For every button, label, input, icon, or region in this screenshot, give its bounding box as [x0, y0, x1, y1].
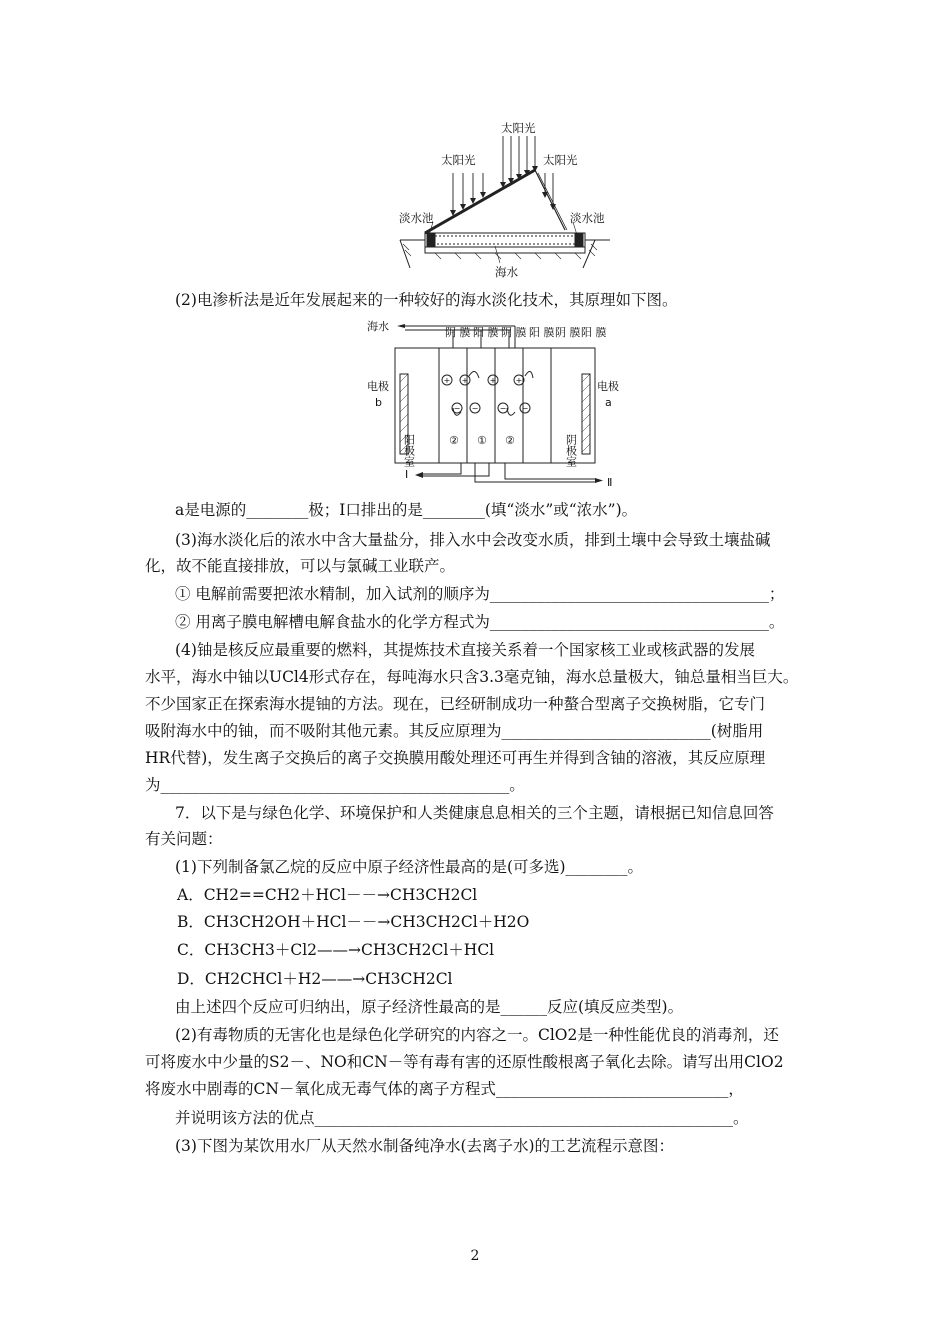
- text-line: a是电源的________极；Ⅰ口排出的是________(填“淡水”或“浓水”)。: [175, 501, 638, 519]
- membrane-label-1: 阴 膜: [445, 326, 471, 339]
- text-line: 可将废水中少量的S2－、NO和CN－等有毒有害的还原性酸根离子氧化去除。请写出用ClO2: [145, 1053, 784, 1071]
- text-line: (3)下图为某饮用水厂从天然水制备纯净水(去离子水)的工艺流程示意图：: [175, 1137, 675, 1155]
- outlet-2-label: Ⅱ: [607, 476, 613, 489]
- fresh-pool-label-left: 淡水池: [399, 211, 434, 225]
- question-7-heading: 7．以下是与绿色化学、环境保护和人类健康息息相关的三个主题，请根据已知信息回答: [175, 804, 774, 822]
- sunlight-label-top: 太阳光: [501, 121, 536, 135]
- text-line: 为_____________________________________________。: [145, 776, 525, 794]
- text-line: (2)电渗析法是近年发展起来的一种较好的海水淡化技术，其原理如下图。: [175, 291, 678, 309]
- text-line: 并说明该方法的优点______________________________________________________。: [175, 1109, 749, 1127]
- cathode-room-label: 阴极室: [564, 434, 578, 467]
- text-line: HR代替)，发生离子交换后的离子交换膜用酸处理还可再生并得到含铀的溶液，其反应原理: [145, 749, 766, 767]
- text-line: (2)有毒物质的无害化也是绿色化学研究的内容之一。ClO2是一种性能优良的消毒剂，还: [175, 1026, 779, 1044]
- text-line: 由上述四个反应可归纳出，原子经济性最高的是______反应(填反应类型)。: [175, 998, 684, 1016]
- svg-text:−: −: [453, 404, 461, 413]
- svg-text:−: −: [499, 404, 507, 413]
- chamber-1: ①: [477, 434, 487, 447]
- text-line: 不少国家正在探索海水提铀的方法。现在，已经研制成功一种螯合型离子交换树脂，它专门: [145, 695, 766, 713]
- membrane-label-4: 阳 膜: [529, 326, 555, 339]
- text-line: 有关问题：: [145, 830, 223, 848]
- option-b: B．CH3CH2OH＋HCl－－→CH3CH2Cl＋H2O: [177, 913, 530, 931]
- electrode-left-label: 电极: [367, 380, 389, 393]
- membrane-label-5: 阴 膜: [555, 326, 581, 339]
- svg-text:+: +: [515, 376, 523, 385]
- svg-text:+: +: [489, 376, 497, 385]
- text-line: 水平，海水中铀以UCl4形式存在，每吨海水只含3.3毫克铀，海水总量极大，铀总量相当巨大。: [145, 668, 799, 686]
- text-line: 化，故不能直接排放，可以与氯碱工业联产。: [145, 557, 456, 575]
- seawater-label: 海水: [495, 265, 518, 279]
- page-number: 2: [470, 1248, 480, 1264]
- seawater-inlet-label: 海水: [367, 320, 389, 333]
- chamber-2-left: ②: [449, 434, 459, 447]
- option-a: A．CH2==CH2＋HCl－－→CH3CH2Cl: [177, 886, 478, 904]
- solar-still-figure: [395, 118, 615, 283]
- text-line: (1)下列制备氯乙烷的反应中原子经济性最高的是(可多选)________。: [175, 858, 644, 876]
- anode-room-label: 阳极室: [402, 434, 416, 467]
- svg-text:+: +: [461, 376, 469, 385]
- sunlight-label-left: 太阳光: [441, 153, 476, 167]
- electrodialysis-figure: [365, 316, 635, 491]
- membrane-label-6: 阳 膜: [581, 326, 607, 339]
- fresh-pool-label-right: 淡水池: [570, 211, 605, 225]
- option-c: C．CH3CH3＋Cl2——→CH3CH2Cl＋HCl: [177, 941, 495, 959]
- text-line: ② 用离子膜电解槽电解食盐水的化学方程式为____________________________________。: [175, 613, 785, 631]
- membrane-label-3: 阴 膜: [501, 326, 527, 339]
- svg-text:−: −: [521, 404, 529, 413]
- membrane-label-2: 阳 膜: [473, 326, 499, 339]
- text-line: (3)海水淡化后的浓水中含大量盐分，排入水中会改变水质，排到土壤中会导致土壤盐碱: [175, 531, 771, 549]
- text-line: 将废水中剧毒的CN－氧化成无毒气体的离子方程式______________________________，: [145, 1080, 744, 1098]
- text-line: 吸附海水中的铀，而不吸附其他元素。其反应原理为___________________________(树脂用: [145, 722, 764, 740]
- electrode-right-letter: a: [605, 396, 612, 409]
- svg-text:−: −: [471, 404, 479, 413]
- text-line: (4)铀是核反应最重要的燃料，其提炼技术直接关系着一个国家核工业或核武器的发展: [175, 641, 755, 659]
- option-d: D．CH2CHCl＋H2——→CH3CH2Cl: [177, 970, 453, 988]
- chamber-2-right: ②: [505, 434, 515, 447]
- outlet-1-label: Ⅰ: [405, 468, 409, 481]
- electrode-right-label: 电极: [597, 380, 619, 393]
- text-line: ① 电解前需要把浓水精制，加入试剂的顺序为____________________________________；: [175, 585, 785, 603]
- electrode-left-letter: b: [375, 396, 382, 409]
- svg-text:+: +: [443, 376, 451, 385]
- sunlight-label-right: 太阳光: [543, 153, 578, 167]
